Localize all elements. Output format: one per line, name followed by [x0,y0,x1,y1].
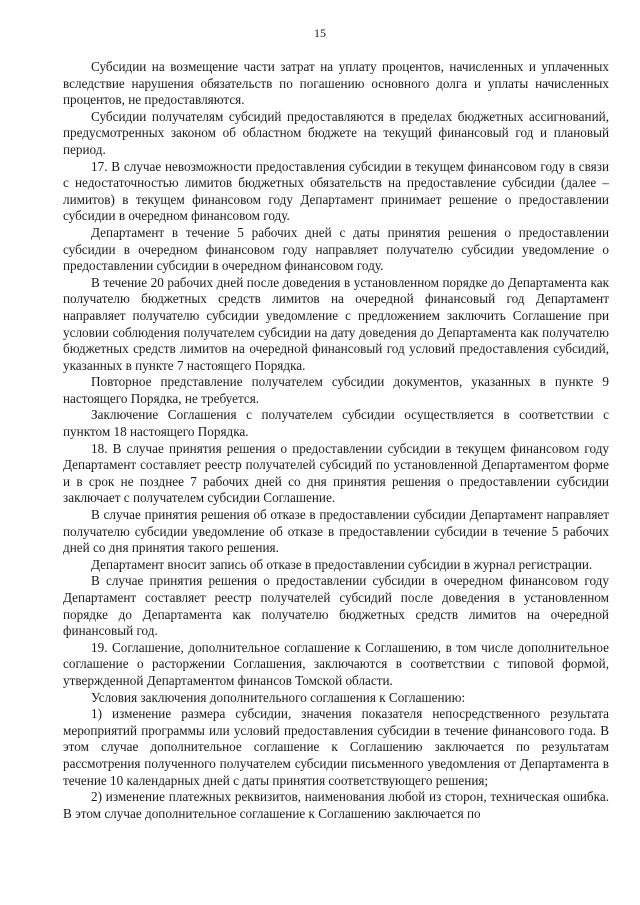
paragraph: 19. Соглашение, дополнительное соглашение к Соглашению, в том числе дополнительное соглашение о расторжении Соглашения, заключаются в соответствии с типовой формой, утвержденной Департаментом финансов Томской области. [63,639,609,688]
paragraph: В случае принятия решения о предоставлении субсидии в очередном финансовом году Департамент составляет реестр получателей субсидий после доведения в установленном порядке до Департамента как получателю бюджетных средств лимитов на очередной финансовый год. [63,573,609,639]
paragraph: 18. В случае принятия решения о предоставлении субсидии в текущем финансовом году Департамент составляет реестр получателей субсидий по установленной Департаментом форме и в срок не позднее 7 рабочих дней со дня принятия решения о предоставлении субсидии заключает с получателем субсидии Соглашение. [63,440,609,506]
paragraph: 2) изменение платежных реквизитов, наименования любой из сторон, техническая ошибка. В этом случае дополнительное соглашение к Соглашению заключается по [63,789,609,821]
paragraph: 1) изменение размера субсидии, значения показателя непосредственного результата мероприятий программы или условий предоставления субсидии в течение финансового года. В этом случае дополнительное соглашение к Соглашению заключается по результатам рассмотрения полученного получателем субсидии письменного уведомления от Департамента в течение 10 календарных дней с даты принятия соответствующего решения; [63,706,609,788]
page-number: 15 [314,26,326,40]
paragraph: В случае принятия решения об отказе в предоставлении субсидии Департамент направляет получателю субсидии уведомление об отказе в предоставлении субсидии в течение 5 рабочих дней со дня принятия такого решения. [63,507,609,556]
paragraph: В течение 20 рабочих дней после доведения в установленном порядке до Департамента как получателю бюджетных средств лимитов на очередной финансовый год Департамент направляет получателю субсидии уведомление с предложением заключить Соглашение при условии соблюдения получателем субсидии на дату доведения до Департамента как получателю бюджетных средств лимитов на очередной финансовый год условий предоставления субсидий, указанных в пункте 7 настоящего Порядка. [63,274,609,373]
paragraph: Субсидии получателям субсидий предоставляются в пределах бюджетных ассигнований, предусмотренных законом об областном бюджете на текущий финансовый год и плановый период. [63,108,609,157]
paragraph: 17. В случае невозможности предоставления субсидии в текущем финансовом году в связи с недостаточностью лимитов бюджетных обязательств на предоставление субсидии (далее – лимитов) в текущем финансовом году Департамент принимает решение о предоставлении субсидии в очередном финансовом году. [63,158,609,224]
paragraph: Условия заключения дополнительного соглашения к Соглашению: [91,689,466,705]
paragraph: Департамент вносит запись об отказе в предоставлении субсидии в журнал регистрации. [91,556,593,572]
paragraph: Департамент в течение 5 рабочих дней с даты принятия решения о предоставлении субсидии в очередном финансовом году направляет получателю субсидии уведомление о предоставлении субсидии в очередном финансовом году. [63,224,609,274]
paragraph: Заключение Соглашения с получателем субсидии осуществляется в соответствии с пунктом 18 настоящего Порядка. [63,407,609,440]
paragraph: Субсидии на возмещение части затрат на уплату процентов, начисленных и уплаченных вследствие нарушения обязательств по погашению основного долга и уплаты начисленных процентов, не предоставляются. [63,59,609,108]
document-body [63,59,609,822]
paragraph: Повторное представление получателем субсидии документов, указанных в пункте 9 настоящего Порядка, не требуется. [63,374,609,406]
